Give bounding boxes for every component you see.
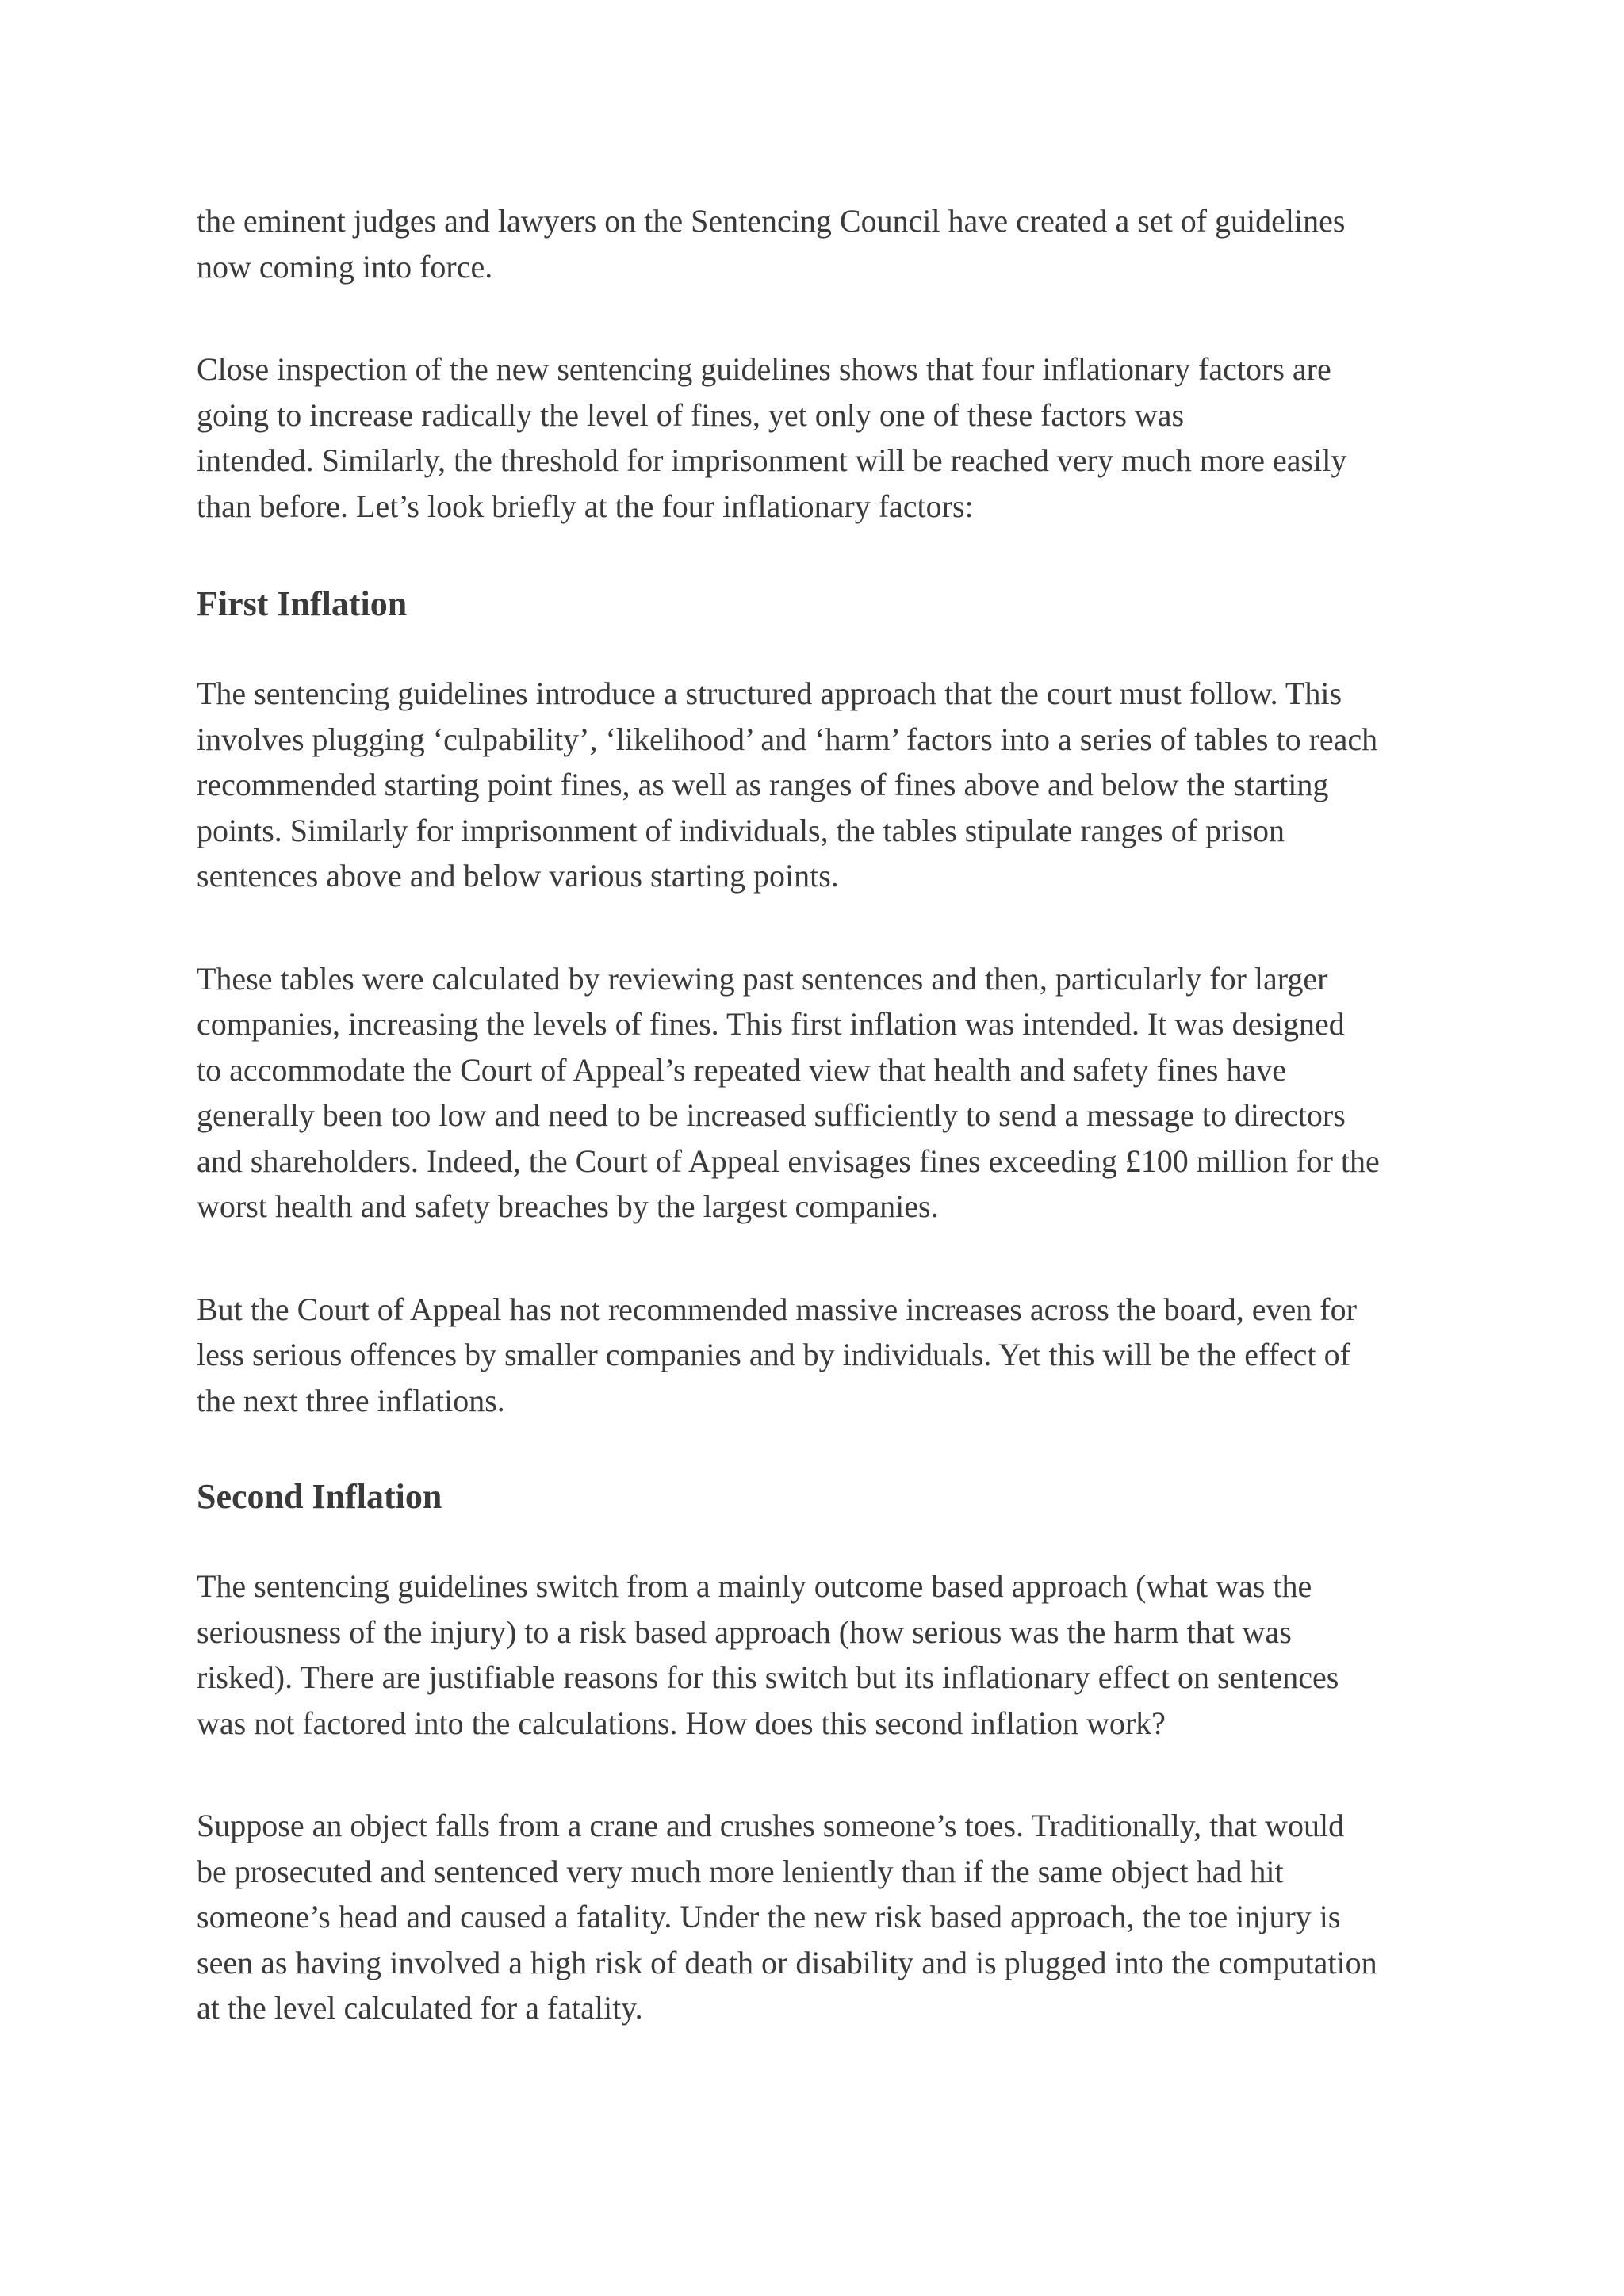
text-line: risked). There are justifiable reasons for this switch but its inflationary effect on sentences: [197, 1659, 1339, 1695]
text-line: less serious offences by smaller companies and by individuals. Yet this will be the effect of: [197, 1337, 1350, 1372]
text-line: someone’s head and caused a fatality. Under the new risk based approach, the toe injury is: [197, 1899, 1341, 1934]
text-line: be prosecuted and sentenced very much more leniently than if the same object had hit: [197, 1853, 1284, 1889]
paragraph-close-inspection: [197, 346, 1450, 529]
text-line: involves plugging ‘culpability’, ‘likelihood’ and ‘harm’ factors into a series of tables to reach: [197, 721, 1378, 757]
document-body: [197, 198, 1450, 2089]
text-line: recommended starting point fines, as well as ranges of fines above and below the starting: [197, 767, 1329, 802]
heading-second-inflation: Second Inflation: [197, 1477, 442, 1516]
text-line: to accommodate the Court of Appeal’s repeated view that health and safety fines have: [197, 1051, 1286, 1088]
text-line: the eminent judges and lawyers on the Sentencing Council have created a set of guidelines: [197, 203, 1346, 239]
heading-first-inflation: First Inflation: [197, 584, 408, 623]
text-line: The sentencing guidelines switch from a mainly outcome based approach (what was the: [197, 1568, 1312, 1604]
paragraph-crane-example: [197, 1803, 1450, 2031]
text-line: The sentencing guidelines introduce a structured approach that the court must follow. This: [197, 675, 1342, 711]
text-line: points. Similarly for imprisonment of individuals, the tables stipulate ranges of prison: [197, 812, 1285, 848]
text-line: at the level calculated for a fatality.: [197, 1990, 643, 2026]
text-line: seriousness of the injury) to a risk based approach (how serious was the harm that was: [197, 1613, 1292, 1650]
text-line: intended. Similarly, the threshold for imprisonment will be reached very much more easily: [197, 442, 1347, 478]
text-line: companies, increasing the levels of fines. This first inflation was intended. It was designed: [197, 1006, 1345, 1042]
paragraph-intro-continuation: [197, 198, 1450, 289]
text-line: the next three inflations.: [197, 1382, 505, 1418]
paragraph-risk-based-approach: [197, 1563, 1450, 1746]
text-line: But the Court of Appeal has not recommended massive increases across the board, even for: [197, 1291, 1357, 1327]
text-line: Suppose an object falls from a crane and crushes someone’s toes. Traditionally, that would: [197, 1808, 1345, 1843]
text-line: than before. Let’s look briefly at the four inflationary factors:: [197, 488, 974, 524]
paragraph-tables-calculated: [197, 956, 1450, 1230]
text-line: now coming into force.: [197, 248, 493, 285]
text-line: going to increase radically the level of fines, yet only one of these factors was: [197, 396, 1185, 433]
paragraph-structured-approach: [197, 671, 1450, 899]
text-line: seen as having involved a high risk of death or disability and is plugged into the computation: [197, 1944, 1377, 1980]
text-line: sentences above and below various starting points.: [197, 858, 839, 894]
text-line: Close inspection of the new sentencing guidelines shows that four inflationary factors are: [197, 351, 1331, 387]
text-line: These tables were calculated by reviewing past sentences and then, particularly for larger: [197, 960, 1328, 997]
text-line: generally been too low and need to be increased sufficiently to send a message to directors: [197, 1097, 1346, 1133]
text-line: was not factored into the calculations. How does this second inflation work?: [197, 1705, 1166, 1741]
paragraph-court-of-appeal: [197, 1287, 1450, 1424]
text-line: worst health and safety breaches by the largest companies.: [197, 1188, 939, 1224]
text-line: and shareholders. Indeed, the Court of Appeal envisages fines exceeding £100 million for the: [197, 1142, 1380, 1179]
